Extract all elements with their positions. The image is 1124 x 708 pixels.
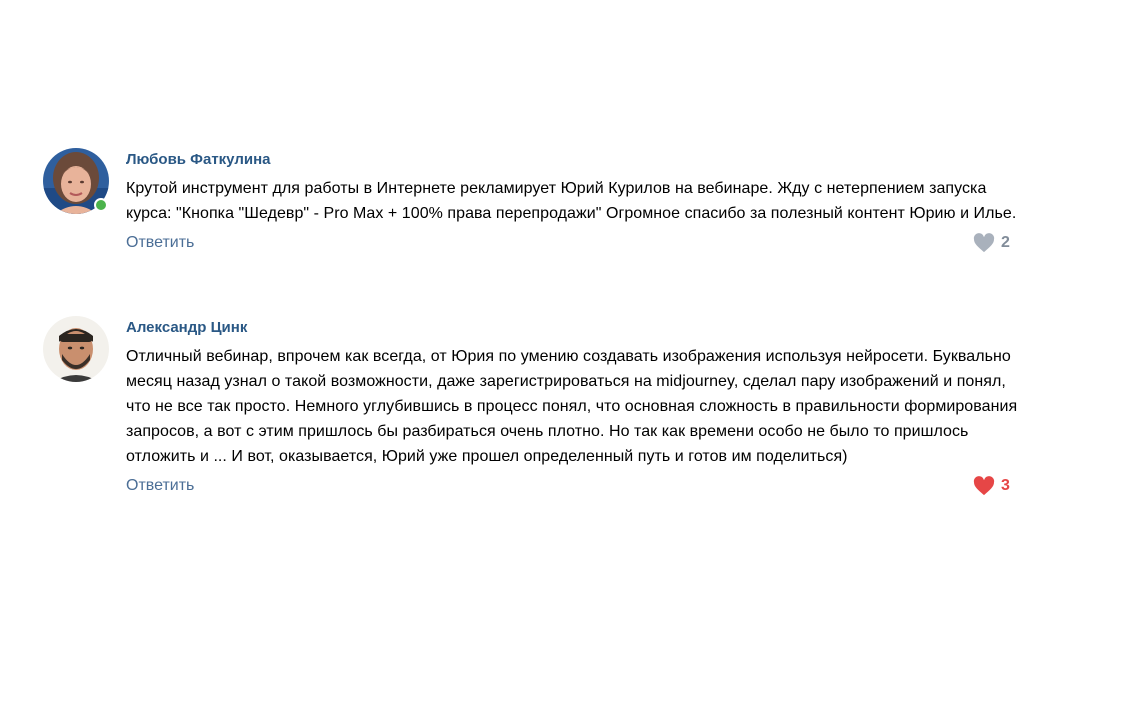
reply-button[interactable]: Ответить (126, 234, 195, 251)
comment-text: Отличный вебинар, впрочем как всегда, от Юрия по умению создавать изображения используя нейросети. Буквально месяц назад узнал о такой возможности, даже зарегистрироваться на midjourney, сделал пару изображений и понял, что не все так просто. Немного углубившись в процесс понял, что основная сложность в правильности формирования запросов, а вот с этим пришлось бы разбираться очень плотно. Но так как времени особо не было то пришлось отложить и ... И вот, оказывается, Юрий уже прошел определенный путь и готов им поделиться) (126, 348, 1018, 465)
comment-footer (126, 475, 1026, 499)
heart-icon (973, 476, 995, 496)
comment-author[interactable]: Любовь Фаткулина (126, 151, 271, 168)
like-button[interactable] (973, 232, 1010, 254)
like-count: 3 (1001, 477, 1010, 494)
comment-text: Крутой инструмент для работы в Интернете рекламирует Юрий Курилов на вебинаре. Жду с нетерпением запуска курса: "Кнопка "Шедевр" - Pro Max + 100% права перепродажи" Огромное спасибо за полезный контент Юрию и Илье. (126, 180, 1017, 222)
avatar-image (43, 316, 109, 382)
comment-body (126, 148, 1026, 256)
comment-footer (126, 232, 1026, 256)
avatar[interactable] (43, 148, 111, 216)
online-indicator-icon (94, 198, 108, 212)
avatar[interactable] (43, 316, 111, 384)
comment-body (126, 316, 1026, 499)
comment-author[interactable]: Александр Цинк (126, 319, 248, 336)
like-button[interactable] (973, 475, 1010, 497)
like-count: 2 (1001, 234, 1010, 251)
heart-icon (973, 233, 995, 253)
reply-button[interactable]: Ответить (126, 477, 195, 494)
